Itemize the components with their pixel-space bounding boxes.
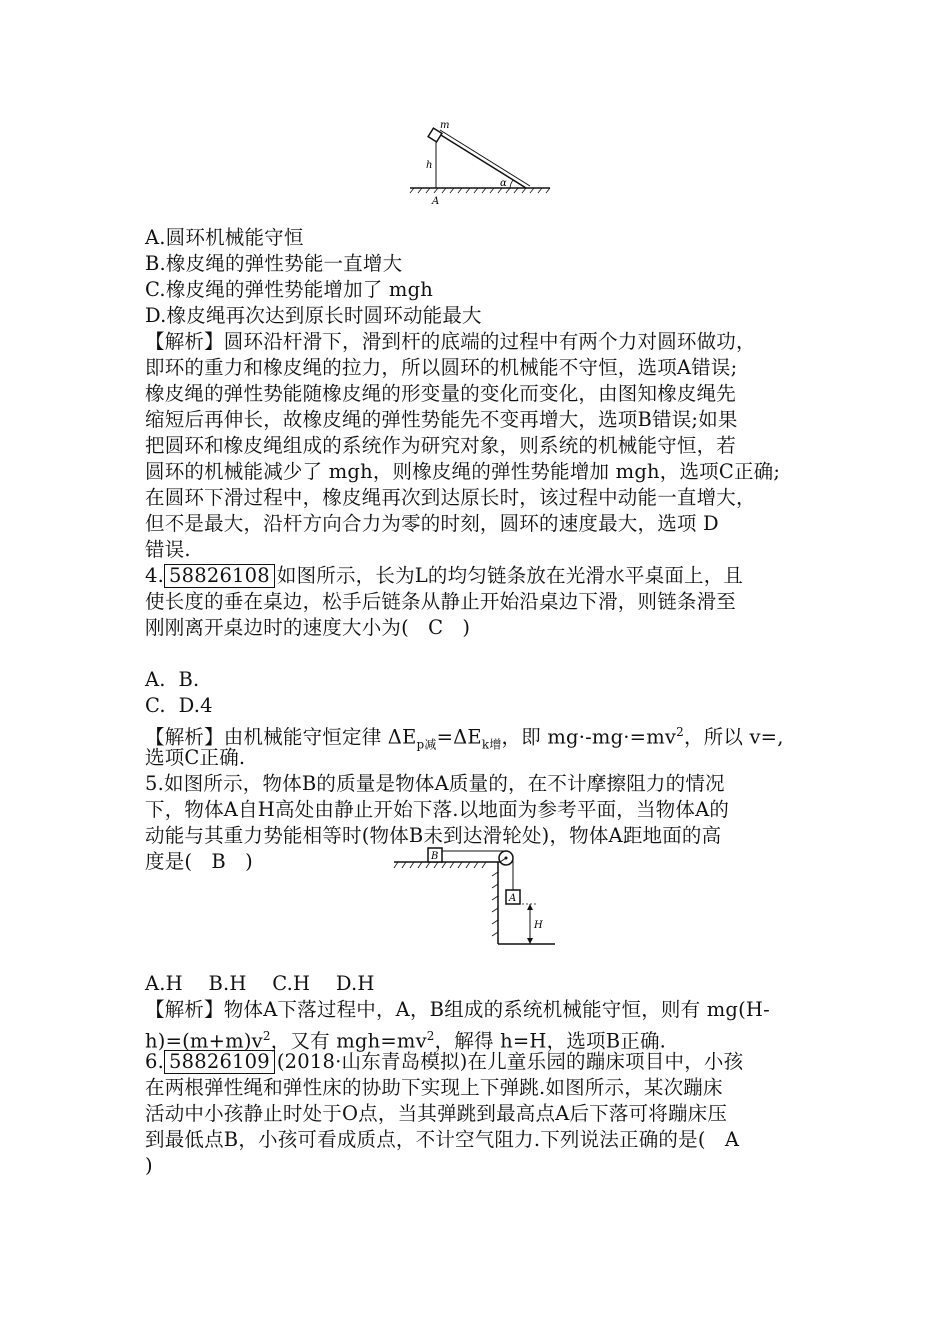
q4-stem-line: 刚刚离开桌边时的速度大小为( C ) (145, 616, 471, 639)
label-A: A (432, 196, 440, 207)
q3-option-b: B.橡皮绳的弹性势能一直增大 (145, 252, 403, 275)
pulley-figure (390, 842, 560, 954)
q3-analysis-line: 即环的重力和橡皮绳的拉力，所以圆环的机械能不守恒，选项A错误; (145, 356, 738, 379)
q3-analysis-line: 把圆环和橡皮绳组成的系统作为研究对象，则系统的机械能守恒，若 (145, 434, 737, 457)
q5-stem-line: 5.如图所示，物体B的质量是物体A质量的，在不计摩擦阻力的情况 (145, 772, 725, 795)
label-A2: A (509, 893, 517, 904)
q5-analysis-line: 【解析】物体A下落过程中，A，B组成的系统机械能守恒，则有 mg(H- (145, 998, 770, 1021)
q5-stem-line: 动能与其重力势能相等时(物体B未到达滑轮处)，物体A距地面的高 (145, 824, 722, 847)
q3-analysis-line: 圆环的机械能减少了 mgh，则橡皮绳的弹性势能增加 mgh，选项C正确; (145, 460, 781, 483)
q6-stem-line (145, 1049, 743, 1075)
q4-stem-text: 如图所示，长为L的均匀链条放在光滑水平桌面上，且 (276, 564, 744, 587)
q3-option-c: C.橡皮绳的弹性势能增加了 mgh (145, 278, 434, 301)
q4-stem-line: 使长度的垂在桌边，松手后链条从静止开始沿桌边下滑，则链条滑至 (145, 590, 737, 613)
superscript: 2 (676, 725, 684, 739)
label-m: m (440, 120, 450, 131)
superscript: 2 (262, 1029, 271, 1043)
q4-analysis-text: ，所以 v=, (683, 725, 784, 749)
q3-analysis-line: 错误. (145, 538, 191, 561)
q6-stem-line: 在两根弹性绳和弹性床的协助下实现上下弹跳.如图所示，某次蹦床 (145, 1076, 723, 1099)
label-H: H (534, 920, 543, 931)
q4-question-id: 58826108 (164, 564, 275, 588)
q6-stem-line: ) (145, 1154, 153, 1177)
q5-analysis-text: h)=(m+m)v (145, 1029, 263, 1053)
q3-option-d: D.橡皮绳再次达到原长时圆环动能最大 (145, 304, 482, 327)
q3-analysis-line: 在圆环下滑过程中，橡皮绳再次到达原长时，该过程中动能一直增大， (145, 486, 756, 509)
q5-analysis-text: ，解得 h=H，选项B正确. (434, 1029, 667, 1053)
q4-analysis-line: 选项C正确. (145, 746, 246, 769)
q5-stem-line: 下，物体A自H高处由静止开始下落.以地面为参考平面，当物体A的 (145, 798, 730, 821)
q6-question-id: 58826109 (164, 1050, 275, 1074)
q3-analysis-line: 但不是最大，沿杆方向合力为零的时刻，圆环的速度最大，选项 D (145, 512, 719, 535)
label-alpha: α (500, 178, 507, 189)
incline-figure (400, 118, 560, 208)
q5-stem-line: 度是( B ) (145, 850, 253, 873)
q6-stem-text: (2018·山东青岛模拟)在儿童乐园的蹦床项目中，小孩 (276, 1050, 744, 1073)
q4-options-line: A. B. (145, 668, 200, 691)
q3-analysis-line: 橡皮绳的弹性势能随橡皮绳的形变量的变化而变化，由图知橡皮绳先 (145, 382, 737, 405)
q4-number: 4. (145, 564, 165, 587)
q6-stem-line: 活动中小孩静止时处于O点，当其弹跳到最高点A后下落可将蹦床压 (145, 1102, 728, 1125)
q3-analysis-line: 【解析】圆环沿杆滑下，滑到杆的底端的过程中有两个力对圆环做功， (145, 330, 756, 353)
q5-analysis-text: ，又有 mgh=mv (270, 1029, 427, 1053)
q3-option-a: A.圆环机械能守恒 (145, 226, 304, 249)
subscript: k增 (481, 737, 502, 752)
q4-analysis-text: =ΔE (436, 725, 482, 749)
subscript: p减 (416, 737, 437, 752)
label-h: h (426, 160, 433, 171)
q6-number: 6. (145, 1050, 165, 1073)
q5-options: A.H B.H C.H D.H (145, 972, 375, 995)
q4-analysis-text: ，即 mg·-mg·=mv (501, 725, 677, 749)
q3-analysis-line: 缩短后再伸长，故橡皮绳的弹性势能先不变再增大，选项B错误;如果 (145, 408, 738, 431)
q4-stem-line (145, 563, 743, 589)
q4-analysis-text: 【解析】由机械能守恒定律 ΔE (145, 725, 417, 749)
q4-options-line: C. D.4 (145, 694, 213, 717)
superscript: 2 (426, 1029, 435, 1043)
q6-stem-line: 到最低点B，小孩可看成质点，不计空气阻力.下列说法正确的是( A (145, 1128, 740, 1151)
label-B: B (431, 851, 439, 862)
